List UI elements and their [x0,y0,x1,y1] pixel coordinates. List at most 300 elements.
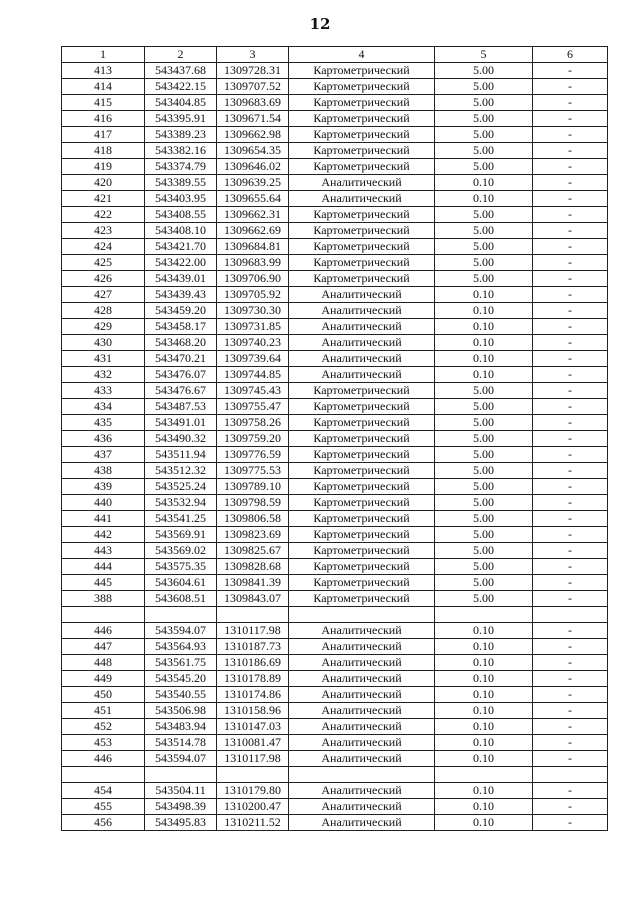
x-coordinate-cell: 543408.55 [145,207,217,223]
x-coordinate-cell: 543594.07 [145,751,217,767]
method-cell: Аналитический [289,815,435,831]
x-coordinate-cell: 543504.11 [145,783,217,799]
y-coordinate-cell: 1309706.90 [217,271,289,287]
accuracy-cell: 5.00 [435,527,533,543]
accuracy-cell: 0.10 [435,735,533,751]
y-coordinate-cell: 1309705.92 [217,287,289,303]
method-cell: Картометрический [289,271,435,287]
point-number-cell: 421 [62,191,145,207]
table-row [62,479,608,495]
column-header: 2 [145,47,217,63]
note-cell: - [533,559,608,575]
method-cell: Аналитический [289,703,435,719]
accuracy-cell: 0.10 [435,623,533,639]
y-coordinate-cell: 1309843.07 [217,591,289,607]
table-row [62,623,608,639]
note-cell [533,767,608,783]
x-coordinate-cell: 543594.07 [145,623,217,639]
y-coordinate-cell [217,607,289,623]
x-coordinate-cell: 543476.67 [145,383,217,399]
accuracy-cell: 5.00 [435,399,533,415]
table-row [62,671,608,687]
note-cell: - [533,543,608,559]
accuracy-cell: 0.10 [435,783,533,799]
table-row [62,799,608,815]
accuracy-cell: 5.00 [435,159,533,175]
table-row [62,719,608,735]
accuracy-cell: 5.00 [435,463,533,479]
table-row [62,511,608,527]
note-cell: - [533,447,608,463]
note-cell: - [533,207,608,223]
accuracy-cell: 0.10 [435,351,533,367]
table-row [62,63,608,79]
x-coordinate-cell: 543374.79 [145,159,217,175]
x-coordinate-cell: 543575.35 [145,559,217,575]
accuracy-cell: 5.00 [435,271,533,287]
note-cell: - [533,303,608,319]
note-cell: - [533,127,608,143]
point-number-cell: 447 [62,639,145,655]
method-cell: Аналитический [289,719,435,735]
point-number-cell: 455 [62,799,145,815]
method-cell: Картометрический [289,159,435,175]
x-coordinate-cell: 543511.94 [145,447,217,463]
y-coordinate-cell: 1309662.69 [217,223,289,239]
x-coordinate-cell: 543490.32 [145,431,217,447]
note-cell: - [533,687,608,703]
x-coordinate-cell: 543569.91 [145,527,217,543]
note-cell: - [533,575,608,591]
accuracy-cell: 5.00 [435,239,533,255]
point-number-cell: 446 [62,623,145,639]
y-coordinate-cell: 1309662.98 [217,127,289,143]
y-coordinate-cell: 1309728.31 [217,63,289,79]
x-coordinate-cell: 543569.02 [145,543,217,559]
y-coordinate-cell: 1309683.69 [217,95,289,111]
table-row [62,319,608,335]
x-coordinate-cell: 543495.83 [145,815,217,831]
note-cell: - [533,511,608,527]
table-row [62,399,608,415]
column-header: 5 [435,47,533,63]
point-number-cell: 423 [62,223,145,239]
accuracy-cell: 5.00 [435,255,533,271]
point-number-cell: 419 [62,159,145,175]
note-cell: - [533,783,608,799]
y-coordinate-cell: 1309730.30 [217,303,289,319]
y-coordinate-cell: 1310178.89 [217,671,289,687]
point-number-cell: 426 [62,271,145,287]
point-number-cell: 442 [62,527,145,543]
accuracy-cell: 0.10 [435,751,533,767]
table-row [62,415,608,431]
note-cell: - [533,527,608,543]
x-coordinate-cell: 543545.20 [145,671,217,687]
table-row [62,287,608,303]
point-number-cell: 449 [62,671,145,687]
x-coordinate-cell [145,607,217,623]
point-number-cell: 418 [62,143,145,159]
note-cell: - [533,591,608,607]
note-cell: - [533,351,608,367]
table-row [62,271,608,287]
table-row [62,159,608,175]
point-number-cell: 446 [62,751,145,767]
y-coordinate-cell: 1310158.96 [217,703,289,719]
accuracy-cell: 5.00 [435,559,533,575]
method-cell: Картометрический [289,495,435,511]
y-coordinate-cell: 1309731.85 [217,319,289,335]
table-row [62,575,608,591]
point-number-cell: 431 [62,351,145,367]
point-number-cell: 420 [62,175,145,191]
point-number-cell: 448 [62,655,145,671]
x-coordinate-cell: 543408.10 [145,223,217,239]
y-coordinate-cell: 1310081.47 [217,735,289,751]
method-cell: Аналитический [289,335,435,351]
table-row [62,463,608,479]
method-cell [289,607,435,623]
x-coordinate-cell: 543506.98 [145,703,217,719]
y-coordinate-cell: 1309744.85 [217,367,289,383]
y-coordinate-cell: 1310174.86 [217,687,289,703]
x-coordinate-cell: 543389.55 [145,175,217,191]
accuracy-cell: 5.00 [435,127,533,143]
y-coordinate-cell: 1310147.03 [217,719,289,735]
method-cell: Картометрический [289,527,435,543]
note-cell: - [533,335,608,351]
x-coordinate-cell: 543404.85 [145,95,217,111]
note-cell: - [533,671,608,687]
accuracy-cell: 0.10 [435,335,533,351]
table-row [62,639,608,655]
point-number-cell: 433 [62,383,145,399]
x-coordinate-cell: 543476.07 [145,367,217,383]
point-number-cell: 451 [62,703,145,719]
y-coordinate-cell [217,767,289,783]
table-row [62,687,608,703]
note-cell: - [533,319,608,335]
table-row [62,111,608,127]
accuracy-cell: 0.10 [435,799,533,815]
accuracy-cell: 0.10 [435,687,533,703]
note-cell: - [533,383,608,399]
table-row [62,175,608,191]
y-coordinate-cell: 1309745.43 [217,383,289,399]
note-cell: - [533,63,608,79]
y-coordinate-cell: 1310117.98 [217,623,289,639]
x-coordinate-cell: 543540.55 [145,687,217,703]
x-coordinate-cell: 543541.25 [145,511,217,527]
note-cell: - [533,223,608,239]
accuracy-cell: 5.00 [435,447,533,463]
method-cell: Аналитический [289,799,435,815]
note-cell: - [533,287,608,303]
note-cell: - [533,463,608,479]
x-coordinate-cell: 543487.53 [145,399,217,415]
table-row [62,543,608,559]
y-coordinate-cell: 1310200.47 [217,799,289,815]
x-coordinate-cell: 543382.16 [145,143,217,159]
y-coordinate-cell: 1309841.39 [217,575,289,591]
point-number-cell [62,607,145,623]
point-number-cell: 452 [62,719,145,735]
point-number-cell: 450 [62,687,145,703]
y-coordinate-cell: 1310187.73 [217,639,289,655]
table-row [62,783,608,799]
table-row [62,335,608,351]
x-coordinate-cell: 543525.24 [145,479,217,495]
method-cell [289,767,435,783]
y-coordinate-cell: 1309662.31 [217,207,289,223]
method-cell: Аналитический [289,751,435,767]
y-coordinate-cell: 1309823.69 [217,527,289,543]
accuracy-cell: 5.00 [435,511,533,527]
y-coordinate-cell: 1309740.23 [217,335,289,351]
point-number-cell: 422 [62,207,145,223]
method-cell: Картометрический [289,111,435,127]
method-cell: Картометрический [289,447,435,463]
table-row [62,79,608,95]
note-cell: - [533,815,608,831]
accuracy-cell: 0.10 [435,655,533,671]
table-row [62,143,608,159]
accuracy-cell [435,607,533,623]
x-coordinate-cell: 543421.70 [145,239,217,255]
y-coordinate-cell: 1309806.58 [217,511,289,527]
point-number-cell: 440 [62,495,145,511]
x-coordinate-cell: 543395.91 [145,111,217,127]
note-cell: - [533,191,608,207]
column-header: 4 [289,47,435,63]
x-coordinate-cell: 543459.20 [145,303,217,319]
note-cell: - [533,703,608,719]
accuracy-cell: 0.10 [435,191,533,207]
y-coordinate-cell: 1310117.98 [217,751,289,767]
point-number-cell: 439 [62,479,145,495]
note-cell: - [533,623,608,639]
method-cell: Картометрический [289,591,435,607]
accuracy-cell: 5.00 [435,591,533,607]
method-cell: Аналитический [289,671,435,687]
x-coordinate-cell: 543389.23 [145,127,217,143]
x-coordinate-cell: 543470.21 [145,351,217,367]
method-cell: Аналитический [289,367,435,383]
column-header: 6 [533,47,608,63]
note-cell: - [533,399,608,415]
y-coordinate-cell: 1310211.52 [217,815,289,831]
method-cell: Картометрический [289,463,435,479]
y-coordinate-cell: 1310186.69 [217,655,289,671]
note-cell: - [533,79,608,95]
y-coordinate-cell: 1309739.64 [217,351,289,367]
x-coordinate-cell: 543532.94 [145,495,217,511]
y-coordinate-cell: 1309825.67 [217,543,289,559]
method-cell: Аналитический [289,639,435,655]
x-coordinate-cell: 543491.01 [145,415,217,431]
x-coordinate-cell: 543561.75 [145,655,217,671]
method-cell: Картометрический [289,543,435,559]
method-cell: Картометрический [289,575,435,591]
accuracy-cell: 5.00 [435,95,533,111]
table-row [62,751,608,767]
accuracy-cell: 5.00 [435,207,533,223]
x-coordinate-cell: 543468.20 [145,335,217,351]
point-number-cell: 416 [62,111,145,127]
method-cell: Аналитический [289,735,435,751]
note-cell: - [533,719,608,735]
point-number-cell [62,767,145,783]
point-number-cell: 436 [62,431,145,447]
x-coordinate-cell: 543458.17 [145,319,217,335]
accuracy-cell: 5.00 [435,479,533,495]
method-cell: Картометрический [289,127,435,143]
y-coordinate-cell: 1309789.10 [217,479,289,495]
table-row [62,815,608,831]
y-coordinate-cell: 1309776.59 [217,447,289,463]
note-cell: - [533,415,608,431]
table-row [62,239,608,255]
accuracy-cell: 0.10 [435,303,533,319]
point-number-cell: 441 [62,511,145,527]
point-number-cell: 456 [62,815,145,831]
accuracy-cell: 0.10 [435,175,533,191]
y-coordinate-cell: 1309828.68 [217,559,289,575]
table-row [62,527,608,543]
point-number-cell: 413 [62,63,145,79]
accuracy-cell: 5.00 [435,79,533,95]
accuracy-cell [435,767,533,783]
table-row [62,607,608,623]
point-number-cell: 388 [62,591,145,607]
accuracy-cell: 0.10 [435,287,533,303]
y-coordinate-cell: 1309639.25 [217,175,289,191]
point-number-cell: 424 [62,239,145,255]
x-coordinate-cell: 543422.00 [145,255,217,271]
method-cell: Картометрический [289,479,435,495]
point-number-cell: 417 [62,127,145,143]
table-row [62,735,608,751]
accuracy-cell: 0.10 [435,639,533,655]
accuracy-cell: 5.00 [435,223,533,239]
point-number-cell: 414 [62,79,145,95]
table-row [62,303,608,319]
point-number-cell: 432 [62,367,145,383]
method-cell: Аналитический [289,287,435,303]
column-header: 1 [62,47,145,63]
method-cell: Картометрический [289,143,435,159]
note-cell: - [533,639,608,655]
y-coordinate-cell: 1310179.80 [217,783,289,799]
table-row [62,495,608,511]
note-cell: - [533,479,608,495]
table-row [62,591,608,607]
x-coordinate-cell: 543608.51 [145,591,217,607]
table-row [62,447,608,463]
table-row [62,255,608,271]
table-row [62,351,608,367]
method-cell: Аналитический [289,191,435,207]
x-coordinate-cell: 543403.95 [145,191,217,207]
table-row [62,655,608,671]
method-cell: Аналитический [289,303,435,319]
x-coordinate-cell: 543439.01 [145,271,217,287]
method-cell: Аналитический [289,783,435,799]
method-cell: Картометрический [289,399,435,415]
x-coordinate-cell: 543422.15 [145,79,217,95]
note-cell: - [533,367,608,383]
accuracy-cell: 5.00 [435,63,533,79]
y-coordinate-cell: 1309654.35 [217,143,289,159]
table-row [62,191,608,207]
method-cell: Картометрический [289,207,435,223]
table-row [62,367,608,383]
table-header [62,47,608,63]
accuracy-cell: 5.00 [435,383,533,399]
accuracy-cell: 5.00 [435,495,533,511]
point-number-cell: 428 [62,303,145,319]
note-cell: - [533,239,608,255]
accuracy-cell: 5.00 [435,143,533,159]
method-cell: Картометрический [289,79,435,95]
y-coordinate-cell: 1309684.81 [217,239,289,255]
accuracy-cell: 0.10 [435,815,533,831]
method-cell: Картометрический [289,239,435,255]
y-coordinate-cell: 1309646.02 [217,159,289,175]
accuracy-cell: 5.00 [435,575,533,591]
y-coordinate-cell: 1309758.26 [217,415,289,431]
point-number-cell: 444 [62,559,145,575]
point-number-cell: 445 [62,575,145,591]
note-cell: - [533,735,608,751]
note-cell: - [533,495,608,511]
x-coordinate-cell: 543498.39 [145,799,217,815]
table-row [62,95,608,111]
y-coordinate-cell: 1309755.47 [217,399,289,415]
point-number-cell: 437 [62,447,145,463]
y-coordinate-cell: 1309775.53 [217,463,289,479]
table-body [62,63,608,831]
point-number-cell: 435 [62,415,145,431]
note-cell: - [533,799,608,815]
note-cell [533,607,608,623]
point-number-cell: 434 [62,399,145,415]
table-row [62,383,608,399]
x-coordinate-cell: 543514.78 [145,735,217,751]
x-coordinate-cell: 543512.32 [145,463,217,479]
point-number-cell: 453 [62,735,145,751]
page-number: 12 [309,15,331,33]
table-row [62,431,608,447]
point-number-cell: 429 [62,319,145,335]
note-cell: - [533,175,608,191]
method-cell: Картометрический [289,415,435,431]
y-coordinate-cell: 1309707.52 [217,79,289,95]
point-number-cell: 454 [62,783,145,799]
accuracy-cell: 5.00 [435,431,533,447]
accuracy-cell: 0.10 [435,671,533,687]
table-row [62,559,608,575]
note-cell: - [533,271,608,287]
x-coordinate-cell [145,767,217,783]
point-number-cell: 438 [62,463,145,479]
y-coordinate-cell: 1309683.99 [217,255,289,271]
method-cell: Картометрический [289,383,435,399]
note-cell: - [533,255,608,271]
note-cell: - [533,159,608,175]
method-cell: Аналитический [289,351,435,367]
